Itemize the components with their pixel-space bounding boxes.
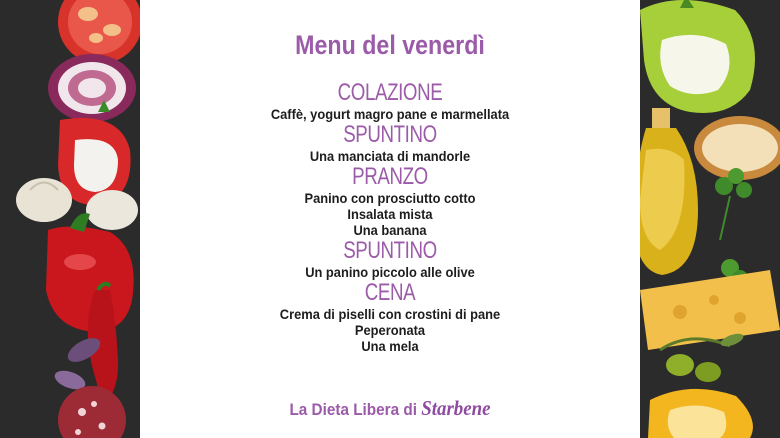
meal-heading: PRANZO [352,163,428,190]
left-vegetables-illustration [0,0,140,438]
meal-item: Panino con prosciutto cotto [304,190,476,206]
meal-item: Caffè, yogurt magro pane e marmellata [270,106,510,122]
meal-section-spuntino-afternoon [140,238,640,280]
right-vegetable-column [640,0,780,438]
meal-section-cena [140,280,640,354]
meal-heading: SPUNTINO [343,237,437,264]
meal-heading: SPUNTINO [343,121,437,148]
meal-item: Un panino piccolo alle olive [305,264,475,280]
meal-item: Crema di piselli con crostini di pane [279,306,501,322]
menu-card [140,0,640,438]
meal-section-colazione [140,80,640,122]
meal-item: Peperonata [354,322,426,338]
meal-section-pranzo [140,164,640,238]
meal-item: Insalata mista [347,206,433,222]
menu-sections [140,80,640,354]
right-vegetables-illustration [640,0,780,438]
meal-heading: COLAZIONE [337,79,443,106]
brand-logo: Starbene [421,396,491,420]
meal-item: Una banana [353,222,427,238]
meal-section-spuntino-morning [140,122,640,164]
meal-item: Una mela [361,338,419,354]
meal-heading: CENA [364,279,416,306]
onion-icon [48,54,136,122]
menu-title: Menu del venerdì [295,30,485,60]
footer-credit [165,397,615,421]
footer-prefix: La Dieta Libera di [289,400,417,419]
left-vegetable-column [0,0,140,438]
meal-item: Una manciata di mandorle [309,148,471,164]
